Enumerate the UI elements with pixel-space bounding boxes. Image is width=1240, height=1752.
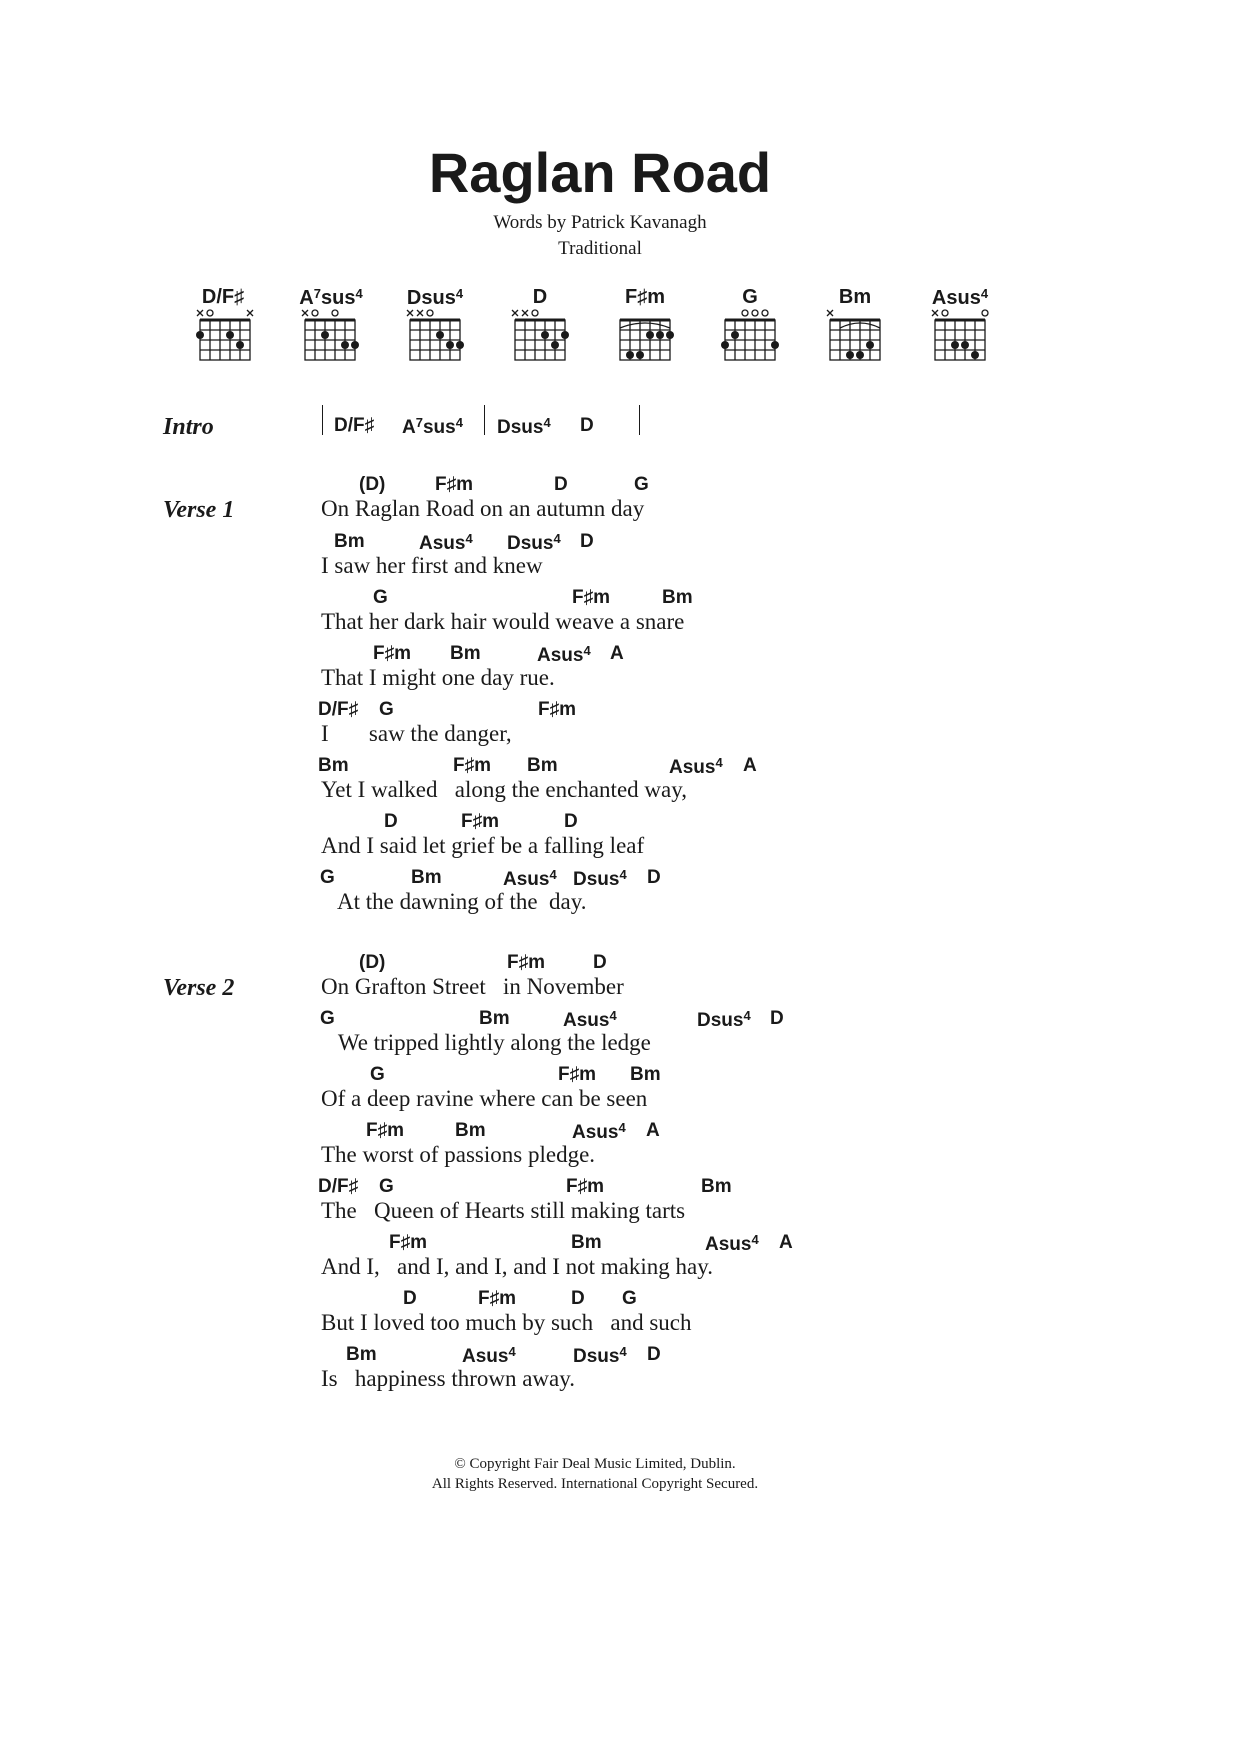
chord-diagram-a7sus4 <box>295 306 365 366</box>
chord: G <box>320 867 335 888</box>
chord: F♯m <box>572 587 610 608</box>
chord: G <box>622 1288 637 1309</box>
diagram-name-dsus4: Dsus$^4$ <box>406 286 464 309</box>
bar-line <box>322 405 323 435</box>
chord: Bm <box>630 1064 661 1085</box>
chord: Asus$^4$ <box>537 643 591 666</box>
lyric-line: The worst of passions pledge. <box>321 1142 596 1167</box>
chord: D <box>647 1344 661 1365</box>
section-label-intro: Intro <box>163 414 214 440</box>
chord: Bm <box>411 867 442 888</box>
chord: F♯m <box>478 1288 516 1309</box>
chord: D <box>647 867 661 888</box>
chord: F♯m <box>507 952 545 973</box>
chord-diagram-dfsharp <box>190 306 260 366</box>
chord: F♯m <box>461 811 499 832</box>
diagram-name-dfsharp: D/F♯ <box>201 286 245 308</box>
lyric-line: Is happiness thrown away. <box>321 1366 576 1391</box>
lyric-line: At the dawning of the day. <box>321 889 587 914</box>
lyric-line: The Queen of Hearts still making tarts <box>321 1198 686 1223</box>
chord: Bm <box>701 1176 732 1197</box>
lyric-line: That her dark hair would weave a snare <box>321 609 685 634</box>
chord: A <box>646 1120 660 1141</box>
diagram-name-fsharpm: F♯m <box>625 286 665 308</box>
chord: F♯m <box>389 1232 427 1253</box>
chord: G <box>634 474 649 495</box>
chord: Bm <box>455 1120 486 1141</box>
chord: (D) <box>359 474 386 495</box>
song-title: Raglan Road <box>428 141 772 204</box>
diagram-name-asus4: Asus$^4$ <box>931 286 989 309</box>
lyric-line: And I, and I, and I, and I not making hay. <box>321 1254 713 1279</box>
lyric-line: On Grafton Street in November <box>321 974 624 999</box>
chord: G <box>320 1008 335 1029</box>
chord: D <box>384 811 398 832</box>
diagram-name-g: G <box>742 286 758 308</box>
chord: Asus$^4$ <box>563 1008 617 1031</box>
lyric-line: But I loved too much by such and such <box>321 1310 692 1335</box>
chord: D <box>580 531 594 552</box>
chord: D <box>403 1288 417 1309</box>
chord: F♯m <box>558 1064 596 1085</box>
lyric-line: And I said let grief be a falling leaf <box>321 833 645 858</box>
credit-words: Words by Patrick Kavanagh <box>493 212 707 233</box>
chord: Dsus$^4$ <box>573 867 627 890</box>
chord: F♯m <box>435 474 473 495</box>
chord: Asus$^4$ <box>503 867 557 890</box>
chord: F♯m <box>453 755 491 776</box>
copyright-line-2: All Rights Reserved. International Copyright Secured. <box>431 1476 759 1492</box>
chord: Bm <box>527 755 558 776</box>
chord: G <box>370 1064 385 1085</box>
intro-chord-d: D <box>580 415 594 436</box>
lyric-line: Of a deep ravine where can be seen <box>321 1086 648 1111</box>
chord: D <box>554 474 568 495</box>
chord: A <box>610 643 624 664</box>
chord: A <box>743 755 757 776</box>
chord: D <box>564 811 578 832</box>
chord: F♯m <box>366 1120 404 1141</box>
chord: Dsus$^4$ <box>573 1344 627 1367</box>
chord-diagram-fsharpm <box>610 306 680 366</box>
chord: D <box>593 952 607 973</box>
chord: Dsus$^4$ <box>697 1008 751 1031</box>
chord: G <box>379 699 394 720</box>
intro-chord-a7sus4: $A^7sus^4$ <box>402 415 463 438</box>
chord-diagram-bm <box>820 306 890 366</box>
chord: D/F♯ <box>318 699 359 720</box>
chord: Bm <box>318 755 349 776</box>
chord: D/F♯ <box>318 1176 359 1197</box>
diagram-name-bm: Bm <box>838 286 872 308</box>
chord: F♯m <box>373 643 411 664</box>
intro-chord-dsus4: Dsus$^4$ <box>497 415 551 438</box>
chord-diagram-dsus4 <box>400 306 470 366</box>
chord: Dsus$^4$ <box>507 531 561 554</box>
lyric-line: That I might one day rue. <box>321 665 555 690</box>
diagram-name-a7sus4: $A^7sus^4$ <box>299 286 363 309</box>
lyric-line: I saw the danger, <box>321 721 512 746</box>
chord-diagram-g <box>715 306 785 366</box>
chord: (D) <box>359 952 386 973</box>
section-label-verse1: Verse 1 <box>163 497 235 523</box>
chord: F♯m <box>566 1176 604 1197</box>
chord: D <box>770 1008 784 1029</box>
intro-chord-dfsharp: D/F♯ <box>334 415 375 436</box>
chord: Asus$^4$ <box>572 1120 626 1143</box>
chord-diagram-d <box>505 306 575 366</box>
credit-music: Traditional <box>558 238 642 259</box>
chord: Asus$^4$ <box>669 755 723 778</box>
chord-diagram-asus4 <box>925 306 995 366</box>
lyric-line: We tripped lightly along the ledge <box>321 1030 651 1055</box>
lyric-line: Yet I walked along the enchanted way, <box>321 777 687 802</box>
chord: Bm <box>334 531 365 552</box>
chord: Bm <box>479 1008 510 1029</box>
chord: Bm <box>571 1232 602 1253</box>
chord: F♯m <box>538 699 576 720</box>
section-label-verse2: Verse 2 <box>163 975 235 1001</box>
chord: D <box>571 1288 585 1309</box>
chord: A <box>779 1232 793 1253</box>
bar-line <box>639 405 640 435</box>
copyright-line-1: © Copyright Fair Deal Music Limited, Dublin. <box>454 1456 736 1472</box>
chord: Asus$^4$ <box>705 1232 759 1255</box>
chord: Bm <box>450 643 481 664</box>
chord: G <box>373 587 388 608</box>
chord: Bm <box>662 587 693 608</box>
chord: Asus$^4$ <box>462 1344 516 1367</box>
chord: G <box>379 1176 394 1197</box>
lyric-line: I saw her first and knew <box>321 553 543 578</box>
chord: Bm <box>346 1344 377 1365</box>
lyric-line: On Raglan Road on an autumn day <box>321 496 645 521</box>
chord: Asus$^4$ <box>419 531 473 554</box>
diagram-name-d: D <box>532 286 548 308</box>
bar-line <box>484 405 485 435</box>
